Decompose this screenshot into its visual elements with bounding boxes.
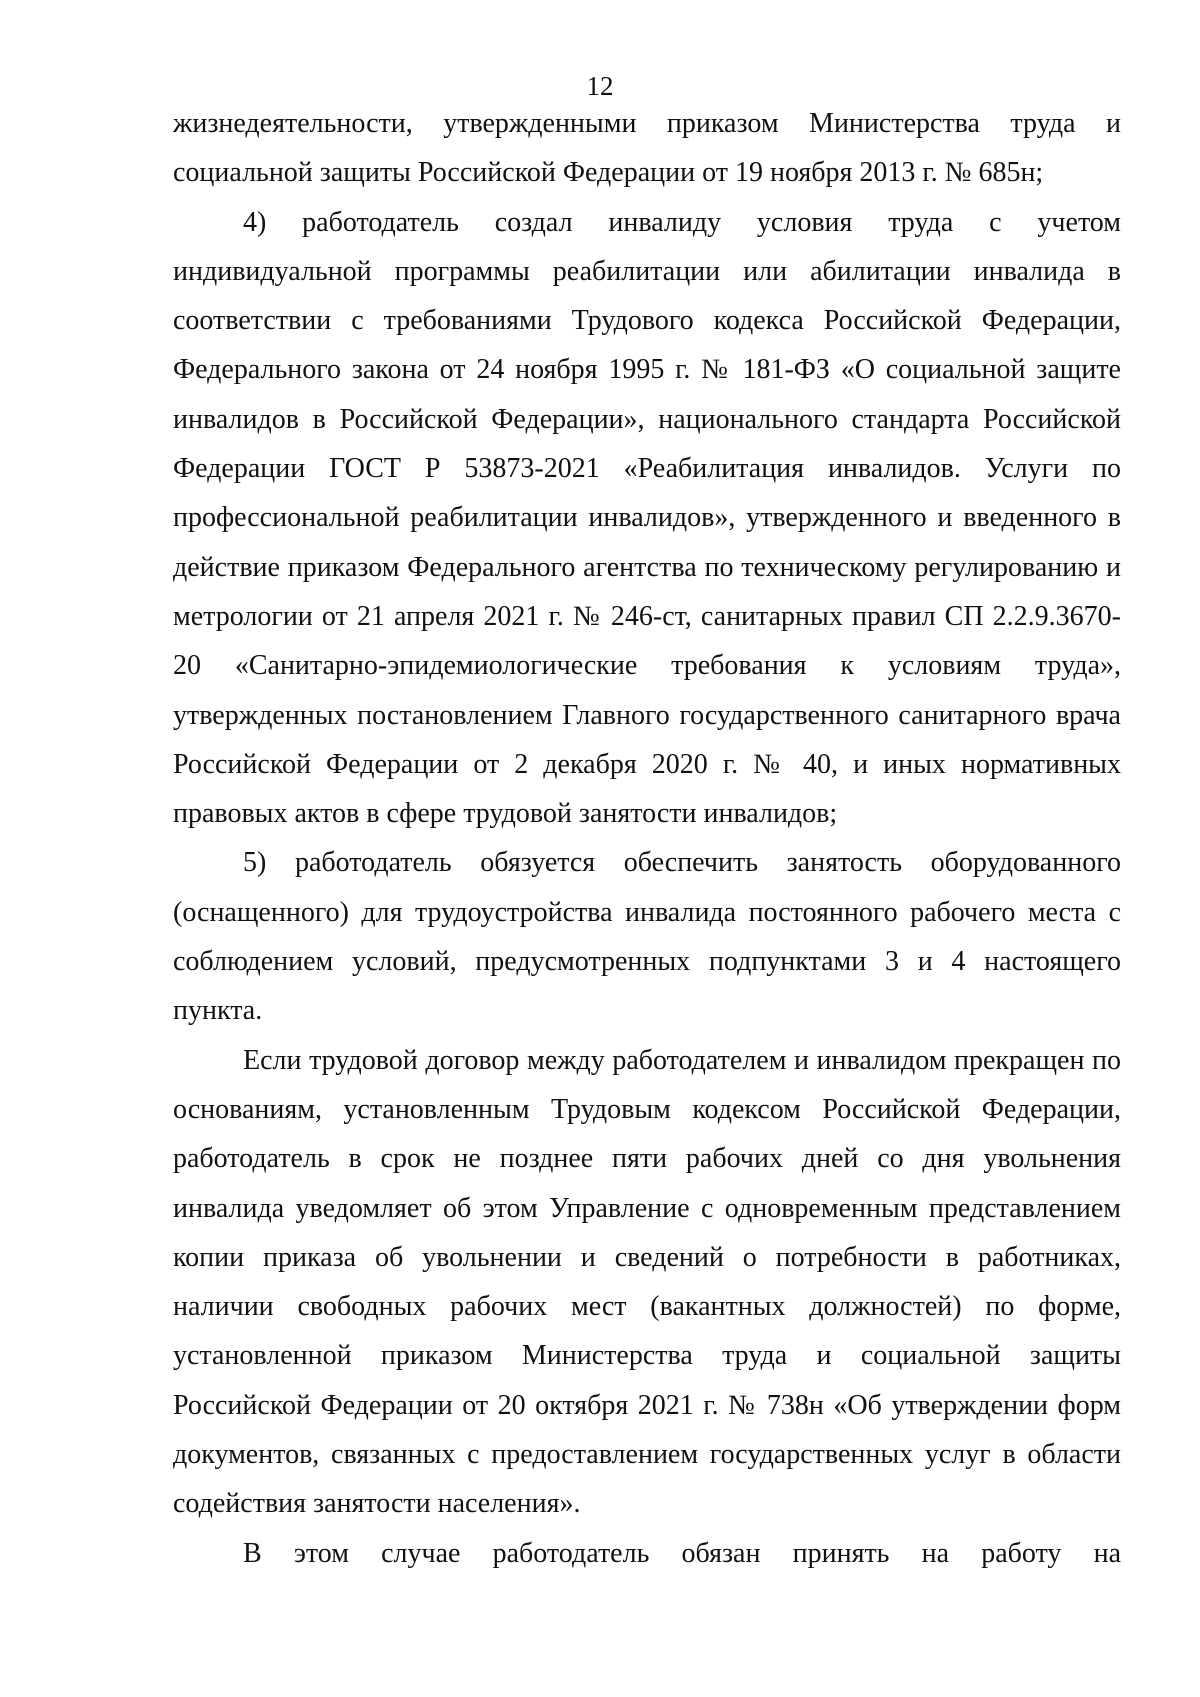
paragraph-obligation: В этом случае работодатель обязан принять на работу на (243, 1537, 1121, 1569)
paragraph-continuation: жизнедеятельности, утвержденными приказом Министерства труда и социальной защиты Российской Федерации от 19 ноября 2013 г. № 685н; (173, 108, 1121, 189)
paragraph-item-5: 5) работодатель обязуется обеспечить занятость оборудованного (оснащенного) для трудоустройства инвалида постоянного рабочего места с соблюдением условий, предусмотренных подпунктами 3 и 4 настоящего пункта. (173, 847, 1121, 1027)
paragraph-termination: Если трудовой договор между работодателем и инвалидом прекращен по основаниям, установленным Трудовым кодексом Российской Федерации, работодатель в срок не позднее пяти рабочих дней со дня увольнения инвалида уведомляет об этом Управление с одновременным представлением копии приказа об увольнении и сведений о потребности в работниках, наличии свободных рабочих мест (вакантных должностей) по форме, установленной приказом Министерства труда и социальной защиты Российской Федерации от 20 октября 2021 г. № 738н «Об утверждении форм документов, связанных с предоставлением государственных услуг в области содействия занятости населения». (173, 1044, 1121, 1520)
paragraph-item-4: 4) работодатель создал инвалиду условия труда с учетом индивидуальной программы реабилитации или абилитации инвалида в соответствии с требованиями Трудового кодекса Российской Федерации, Федерального закона от 24 ноября 1995 г. № 181-ФЗ «О социальной защите инвалидов в Российской Федерации», национального стандарта Российской Федерации ГОСТ Р 53873-2021 «Реабилитация инвалидов. Услуги по профессиональной реабилитации инвалидов», утвержденного и введенного в действие приказом Федерального агентства по техническому регулированию и метрологии от 21 апреля 2021 г. № 246-ст, санитарных правил СП 2.2.9.3670-20 «Санитарно-эпидемиологические требования к условиям труда», утвержденных постановлением Главного государственного санитарного врача Российской Федерации от 2 декабря 2020 г. № 40, и иных нормативных правовых актов в сфере трудовой занятости инвалидов; (173, 206, 1121, 830)
page-number: 12 (586, 71, 614, 101)
document-body (173, 99, 1121, 1578)
